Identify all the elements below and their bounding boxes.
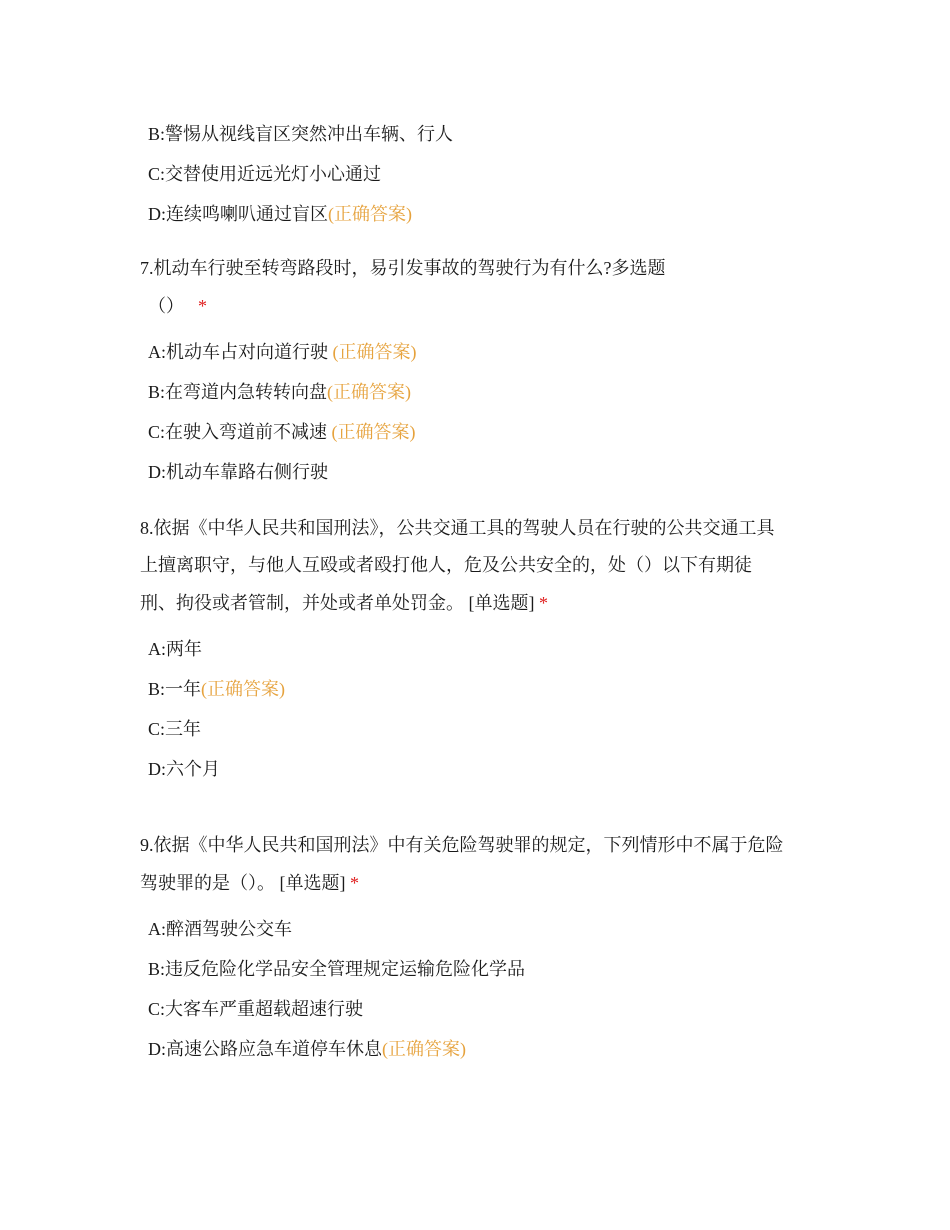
q9-option-d — [148, 1037, 466, 1061]
q9-title-line-1 — [140, 833, 784, 857]
q8-option-a — [148, 637, 202, 661]
q9-option-b — [148, 957, 525, 981]
option-text: C:在驶入弯道前不减速 — [148, 422, 332, 442]
option-text: C:大客车严重超载超速行驶 — [148, 999, 364, 1019]
q7-option-a — [148, 340, 417, 364]
option-text: A:两年 — [148, 639, 202, 659]
option-text: C:交替使用近远光灯小心通过 — [148, 164, 382, 184]
question-text: 9.依据《中华人民共和国刑法》中有关危险驾驶罪的规定，下列情形中不属于危险 — [140, 835, 784, 855]
option-text: D:高速公路应急车道停车休息 — [148, 1039, 382, 1059]
option-text: D:机动车靠路右侧行驶 — [148, 462, 328, 482]
correct-answer-tag: (正确答案) — [331, 422, 416, 442]
question-text: 上擅离职守，与他人互殴或者殴打他人，危及公共安全的，处（）以下有期徒 — [140, 555, 752, 575]
option-text: A:醉酒驾驶公交车 — [148, 919, 292, 939]
q8-option-b — [148, 677, 285, 701]
q8-option-d — [148, 757, 220, 781]
q8-title-line-2 — [140, 553, 752, 577]
question-text: （） — [148, 296, 184, 316]
option-text: C:三年 — [148, 719, 202, 739]
q7-option-d — [148, 460, 328, 484]
q8-option-c — [148, 717, 201, 741]
q7-option-b — [148, 380, 411, 404]
q9-option-a — [148, 917, 292, 941]
q6-option-d — [148, 202, 412, 226]
option-text: A:机动车占对向道行驶 — [148, 342, 333, 362]
option-text: D:连续鸣喇叭通过盲区 — [148, 204, 328, 224]
question-text: 7.机动车行驶至转弯路段时，易引发事故的驾驶行为有什么?多选题 — [140, 258, 666, 278]
q8-title-line-3 — [140, 591, 548, 615]
option-text: B:在弯道内急转转向盘 — [148, 382, 328, 402]
question-text: 刑、拘役或者管制，并处或者单处罚金。 [单选题] — [140, 593, 539, 613]
required-mark: * — [539, 593, 548, 613]
q7-option-c — [148, 420, 416, 444]
correct-answer-tag: (正确答案) — [328, 204, 412, 224]
option-text: B:警惕从视线盲区突然冲出车辆、行人 — [148, 124, 454, 144]
required-mark: * — [198, 296, 207, 316]
q7-title-line-2 — [148, 294, 207, 318]
question-text: 驾驶罪的是（）。 [单选题] — [140, 873, 350, 893]
q8-title-line-1 — [140, 516, 775, 540]
correct-answer-tag: (正确答案) — [327, 382, 412, 402]
option-text: D:六个月 — [148, 759, 220, 779]
option-text: B:一年 — [148, 679, 202, 699]
option-text: B:违反危险化学品安全管理规定运输危险化学品 — [148, 959, 526, 979]
q9-title-line-2 — [140, 871, 359, 895]
q7-title-line-1 — [140, 256, 666, 280]
q9-option-c — [148, 997, 363, 1021]
question-text: 8.依据《中华人民共和国刑法》，公共交通工具的驾驶人员在行驶的公共交通工具 — [140, 518, 775, 538]
correct-answer-tag: (正确答案) — [382, 1039, 466, 1059]
correct-answer-tag: (正确答案) — [332, 342, 417, 362]
q6-option-c — [148, 162, 381, 186]
required-mark: * — [350, 873, 359, 893]
q6-option-b — [148, 122, 453, 146]
correct-answer-tag: (正确答案) — [201, 679, 286, 699]
